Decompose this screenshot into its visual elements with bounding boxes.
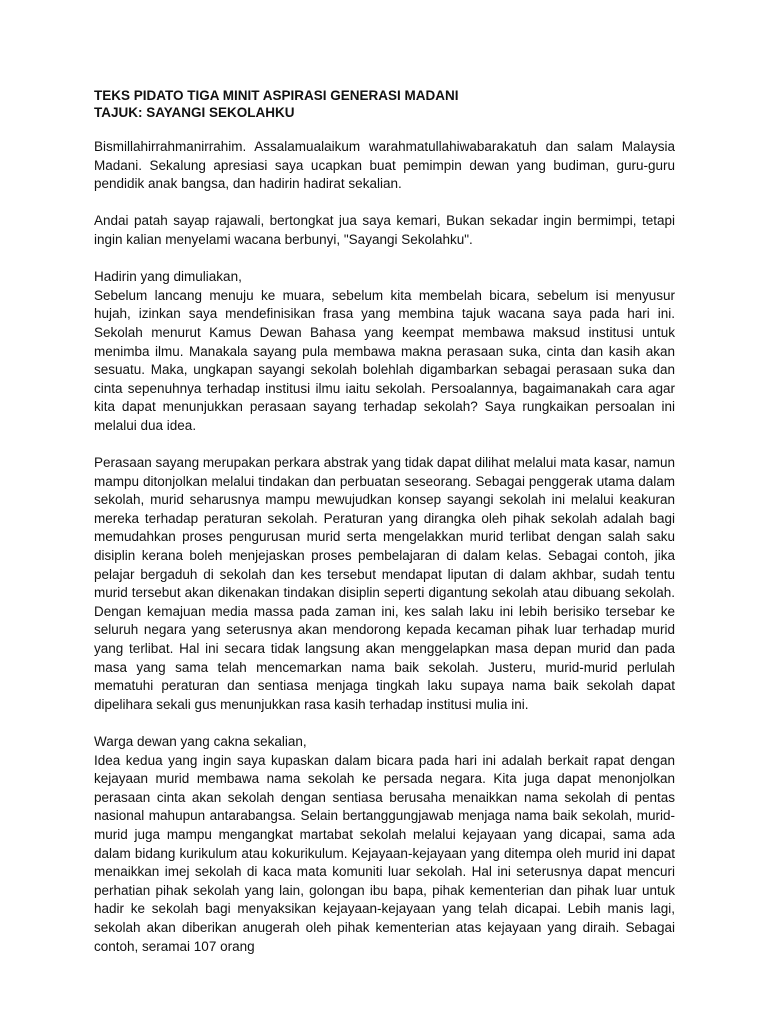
paragraph-definition: Sebelum lancang menuju ke muara, sebelum kita membelah bicara, sebelum isi menyusur hujah, izinkan saya mendefinisikan frasa yang membina tajuk wacana saya pada hari ini. Sekolah menurut Kamus Dewan Bahasa yang keempat membawa maksud institusi untuk menimba ilmu. Manakala sayang pula membawa makna perasaan suka, cinta dan kasih akan sesuatu. Maka, ungkapan sayangi sekolah bolehlah digambarkan sebagai perasaan suka dan cinta sepenuhnya terhadap institusi ilmu iaitu sekolah. Persoalannya, bagaimanakah cara agar kita dapat menunjukkan perasaan sayang terhadap sekolah? Saya rungkaikan persoalan ini melalui dua idea. (94, 287, 675, 433)
paragraph-idea-one: Perasaan sayang merupakan perkara abstrak yang tidak dapat dilihat melalui mata kasar, namun mampu ditonjolkan melalui tindakan dan perbuatan seseorang. Sebagai penggerak utama dalam sekolah, murid seharusnya mampu mewujudkan konsep sayangi sekolah ini melalui keakuran mereka terhadap peraturan sekolah. Peraturan yang dirangka oleh pihak sekolah adalah bagi memudahkan proses pengurusan murid serta mengelakkan murid terlibat dengan salah saku disiplin kerana boleh menjejaskan proses pembelajaran di dalam kelas. Sebagai contoh, jika pelajar bergaduh di sekolah dan kes tersebut mendapat liputan di dalam akhbar, sudah tentu murid tersebut akan dikenakan tindakan disiplin seperti digantung sekolah atau dibuang sekolah. Dengan kemajuan media massa pada zaman ini, kes salah laku ini lebih berisiko tersebar ke seluruh negara yang seterusnya akan mendorong kepada kecaman pihak luar terhadap murid yang terlibat. Hal ini secara tidak langsung akan menggelapkan masa depan murid dan pada masa yang sama telah mencemarkan nama baik sekolah. Justeru, murid-murid perlulah mematuhi peraturan dan sentiasa menjaga tingkah laku supaya nama baik sekolah dapat dipelihara sekali gus menunjukkan rasa kasih terhadap institusi mulia ini. (94, 455, 675, 712)
salutation-hadirin: Hadirin yang dimuliakan, (94, 269, 242, 285)
salutation-warga: Warga dewan yang cakna sekalian, (94, 734, 307, 749)
paragraph-idea-two: Idea kedua yang ingin saya kupaskan dalam bicara pada hari ini adalah berkait rapat dengan kejayaan murid membawa nama sekolah ke persada negara. Kita juga dapat menonjolkan perasaan cinta akan sekolah dengan sentiasa berusaha menaikkan nama sekolah di pentas nasional mahupun antarabangsa. Selain bertanggungjawab menjaga nama baik sekolah, murid-murid juga mampu mengangkat martabat sekolah melalui kejayaan yang dicapai, sama ada dalam bidang kurikulum atau kokurikulum. Kejayaan-kejayaan yang ditempa oleh murid ini dapat menaikkan imej sekolah di kaca mata komuniti luar sekolah. Hal ini seterusnya dapat mencuri perhatian pihak sekolah yang lain, golongan ibu bapa, pihak kementerian dan pihak luar untuk hadir ke sekolah bagi menyaksikan kejayaan-kejayaan yang telah dicapai. Lebih manis lagi, sekolah akan diberikan anugerah oleh pihak kementerian atas kejayaan yang diraih. Sebagai contoh, seramai 107 orang (94, 752, 675, 954)
document-subtitle: TAJUK: SAYANGI SEKOLAHKU (94, 105, 295, 120)
spacer (94, 250, 675, 269)
document-page (94, 87, 675, 956)
document-title: TEKS PIDATO TIGA MINIT ASPIRASI GENERASI MADANI (94, 88, 459, 103)
spacer (94, 714, 675, 733)
paragraph-greeting: Bismillahirrahmanirrahim. Assalamualaikum warahmatullahiwabarakatuh dan salam Malaysia Madani. Sekalung apresiasi saya ucapkan buat pemimpin dewan yang budiman, guru-guru pendidik anak bangsa, dan hadirin hadirat sekalian. (94, 139, 675, 192)
spacer (94, 436, 675, 455)
paragraph-pantun: Andai patah sayap rajawali, bertongkat jua saya kemari, Bukan sekadar ingin bermimpi, tetapi ingin kalian menyelami wacana berbunyi, "Sayangi Sekolahku". (94, 213, 675, 247)
spacer (94, 194, 675, 213)
spacer (94, 121, 675, 138)
